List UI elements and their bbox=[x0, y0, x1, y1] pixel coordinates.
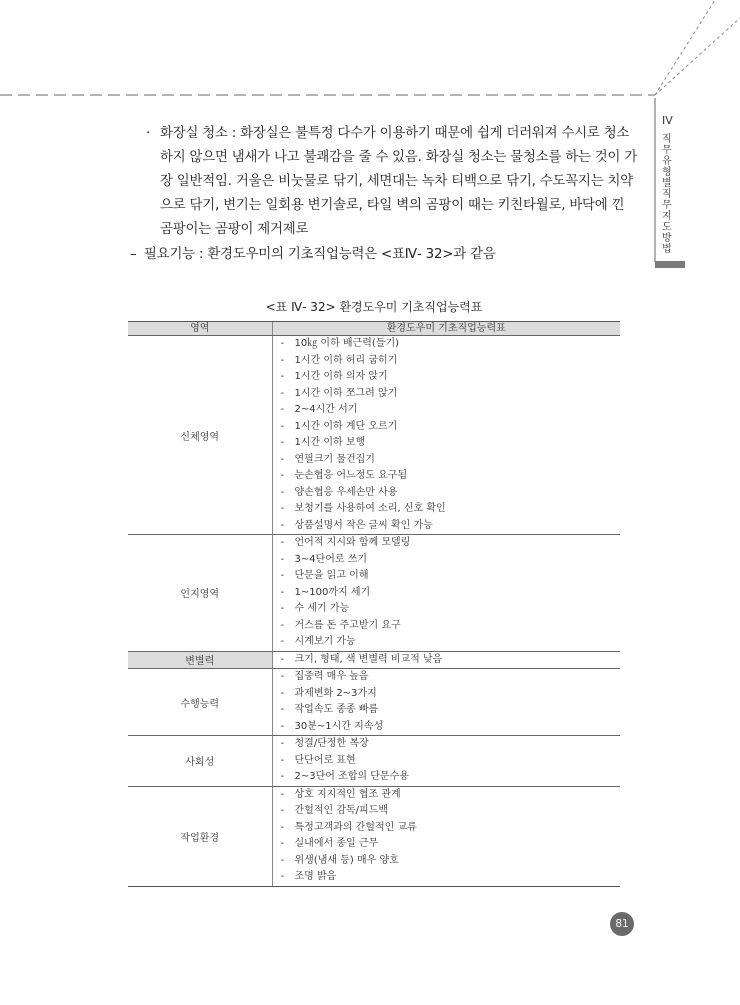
list-item bbox=[281, 787, 621, 804]
area-cell: 수행능력 bbox=[128, 669, 272, 736]
item-text: 2~4시간 서기 bbox=[294, 404, 358, 415]
chapter-number: IV bbox=[662, 114, 673, 127]
item-marker: - bbox=[280, 704, 285, 715]
list-item bbox=[281, 369, 621, 386]
item-marker: - bbox=[280, 420, 285, 432]
list-item bbox=[281, 669, 621, 686]
item-marker: - bbox=[280, 387, 285, 399]
item-text: 거스름 돈 주고받기 요구 bbox=[294, 619, 401, 631]
item-text: 시계보기 가능 bbox=[294, 636, 356, 647]
item-text: 청결/단정한 복장 bbox=[294, 738, 369, 749]
item-marker: - bbox=[280, 653, 285, 665]
list-item bbox=[281, 836, 621, 853]
item-text: 단문을 읽고 이해 bbox=[294, 570, 369, 581]
item-marker: - bbox=[280, 371, 285, 382]
list-item bbox=[281, 419, 621, 436]
item-text: 크기, 형태, 색 변별력 비교적 낮음 bbox=[294, 653, 443, 665]
item-text: 수 세기 가능 bbox=[294, 603, 350, 614]
item-text: 3~4단어로 쓰기 bbox=[294, 553, 368, 565]
list-item bbox=[281, 485, 621, 502]
item-marker: - bbox=[280, 354, 285, 366]
item-text: 상품설명서 작은 글씨 확인 가능 bbox=[294, 519, 433, 531]
item-text: 과제변화 2~3가지 bbox=[294, 687, 377, 699]
item-text: 양손협응 우세손만 사용 bbox=[294, 486, 398, 498]
item-marker: - bbox=[280, 771, 285, 782]
table-row bbox=[128, 669, 620, 736]
item-marker: - bbox=[280, 453, 285, 465]
item-text: 상호 지지적인 협조 관계 bbox=[294, 788, 401, 800]
item-text: 간헐적인 감독/피드백 bbox=[294, 805, 388, 816]
item-text: 눈손협응 어느정도 요구됨 bbox=[294, 470, 408, 481]
bullet-text: 화장실 청소 : 화장실은 불특정 다수가 이용하기 때문에 쉽게 더러워져 수시로 청소하지 않으면 냄새가 나고 불쾌감을 줄 수 있음. 화장실 청소는 물청소를 하는 것이 가장 일반적임. 거울은 비눗물로 닦기, 세면대는 녹차 티백으로 닦기, 수도꼭지는 치약으로 닦기, 변기는 일회용 변기솔로, 타일 벽의 곰팡이 때는 키친타월로, 바닥에 낀 곰팡이는 곰팡이 제거제로 bbox=[160, 126, 638, 237]
item-marker: - bbox=[280, 854, 285, 866]
item-text: 1~100까지 세기 bbox=[294, 586, 371, 598]
area-cell: 인지영역 bbox=[128, 535, 272, 652]
table-row bbox=[128, 535, 620, 652]
item-text: 단단어로 표현 bbox=[294, 754, 356, 766]
skills-table bbox=[128, 321, 620, 887]
item-marker: - bbox=[280, 553, 285, 565]
list-item bbox=[281, 652, 621, 669]
item-marker: - bbox=[280, 404, 285, 415]
chapter-title: 직무유형별 직무지도방법 bbox=[662, 134, 672, 255]
item-marker: - bbox=[280, 788, 285, 800]
list-item bbox=[281, 601, 621, 618]
table-row bbox=[128, 336, 620, 535]
list-item bbox=[281, 535, 621, 552]
sidebar-tab-band bbox=[655, 261, 685, 268]
item-text: 언어적 지시와 함께 모델링 bbox=[294, 537, 411, 548]
list-item bbox=[281, 686, 621, 703]
item-marker: - bbox=[280, 519, 285, 531]
header-skills: 환경도우미 기초직업능력표 bbox=[272, 322, 620, 336]
item-marker: - bbox=[280, 871, 285, 882]
list-item bbox=[281, 869, 621, 886]
item-marker: - bbox=[280, 570, 285, 581]
item-marker: - bbox=[280, 838, 285, 849]
list-item bbox=[281, 552, 621, 569]
page-number: 81 bbox=[610, 912, 634, 936]
list-item bbox=[281, 518, 621, 535]
item-marker: - bbox=[280, 720, 285, 732]
item-marker: - bbox=[280, 537, 285, 548]
list-item bbox=[281, 468, 621, 485]
items-cell bbox=[272, 651, 620, 669]
item-text: 특정고객과의 간헐적인 교류 bbox=[294, 821, 417, 833]
list-item bbox=[281, 753, 621, 770]
item-text: 집중력 매우 높음 bbox=[294, 671, 369, 682]
item-text: 보청기를 사용하여 소리, 신호 확인 bbox=[294, 503, 446, 514]
item-text: 실내에서 종일 근무 bbox=[294, 838, 379, 849]
item-marker: - bbox=[280, 586, 285, 598]
items-cell bbox=[272, 336, 620, 535]
item-marker: - bbox=[280, 738, 285, 749]
corner-dashed-diagonal-2 bbox=[655, 0, 715, 95]
list-item bbox=[281, 568, 621, 585]
list-item bbox=[281, 803, 621, 820]
item-marker: - bbox=[280, 603, 285, 614]
list-item bbox=[281, 402, 621, 419]
list-item bbox=[281, 336, 621, 353]
item-marker: - bbox=[280, 486, 285, 498]
table-row bbox=[128, 786, 620, 886]
body-text bbox=[130, 122, 640, 267]
header-area: 영역 bbox=[128, 322, 272, 336]
list-item bbox=[281, 736, 621, 753]
list-item bbox=[281, 719, 621, 736]
area-cell: 사회성 bbox=[128, 736, 272, 787]
list-item bbox=[281, 501, 621, 518]
list-item bbox=[281, 634, 621, 651]
item-text: 1시간 이하 의자 앉기 bbox=[294, 371, 388, 382]
item-marker: - bbox=[280, 754, 285, 766]
bullet-item bbox=[130, 122, 640, 242]
list-item bbox=[281, 353, 621, 370]
area-cell: 작업환경 bbox=[128, 786, 272, 886]
item-text: 연필크기 물건집기 bbox=[294, 453, 375, 465]
list-item bbox=[281, 386, 621, 403]
table-caption: <표 Ⅳ- 32> 환경도우미 기초직업능력표 bbox=[265, 300, 483, 314]
list-item bbox=[281, 452, 621, 469]
list-item bbox=[281, 702, 621, 719]
item-marker: - bbox=[280, 636, 285, 647]
table-row bbox=[128, 736, 620, 787]
items-cell bbox=[272, 669, 620, 736]
list-item bbox=[281, 435, 621, 452]
items-cell bbox=[272, 736, 620, 787]
dash-text: 필요기능 : 환경도우미의 기초직업능력은 <표Ⅳ- 32>과 같음 bbox=[144, 247, 496, 262]
item-text: 10㎏ 이하 배근력(들기) bbox=[294, 338, 400, 349]
item-marker: - bbox=[280, 437, 285, 448]
item-marker: - bbox=[280, 470, 285, 481]
area-cell: 변별력 bbox=[128, 651, 272, 669]
item-text: 1시간 이하 보행 bbox=[294, 437, 366, 448]
item-marker: - bbox=[280, 821, 285, 833]
item-text: 2~3단어 조합의 단문수용 bbox=[294, 771, 409, 782]
dash-item bbox=[130, 243, 640, 267]
item-marker: - bbox=[280, 805, 285, 816]
item-text: 작업속도 종종 빠름 bbox=[294, 704, 379, 715]
item-marker: - bbox=[280, 619, 285, 631]
list-item bbox=[281, 618, 621, 635]
item-text: 위생(냄새 등) 매우 양호 bbox=[294, 854, 399, 866]
list-item bbox=[281, 769, 621, 786]
table-row bbox=[128, 651, 620, 669]
dash-marker: – bbox=[130, 247, 137, 262]
items-cell bbox=[272, 786, 620, 886]
bullet-marker: · bbox=[146, 126, 151, 141]
list-item bbox=[281, 853, 621, 870]
table-header-row bbox=[128, 322, 620, 336]
list-item bbox=[281, 820, 621, 837]
item-text: 1시간 이하 쪼그려 앉기 bbox=[294, 387, 398, 399]
item-text: 1시간 이하 계단 오르기 bbox=[294, 420, 398, 432]
corner-dashed-diagonal-1 bbox=[655, 18, 740, 95]
item-text: 30분~1시간 지속성 bbox=[294, 720, 384, 732]
items-cell bbox=[272, 535, 620, 652]
item-marker: - bbox=[280, 671, 285, 682]
list-item bbox=[281, 585, 621, 602]
area-cell: 신체영역 bbox=[128, 336, 272, 535]
item-marker: - bbox=[280, 503, 285, 514]
item-marker: - bbox=[280, 687, 285, 699]
item-marker: - bbox=[280, 338, 285, 349]
table-body bbox=[128, 336, 620, 887]
item-text: 1시간 이하 허리 굽히기 bbox=[294, 354, 398, 366]
item-text: 조명 밝음 bbox=[294, 871, 337, 882]
